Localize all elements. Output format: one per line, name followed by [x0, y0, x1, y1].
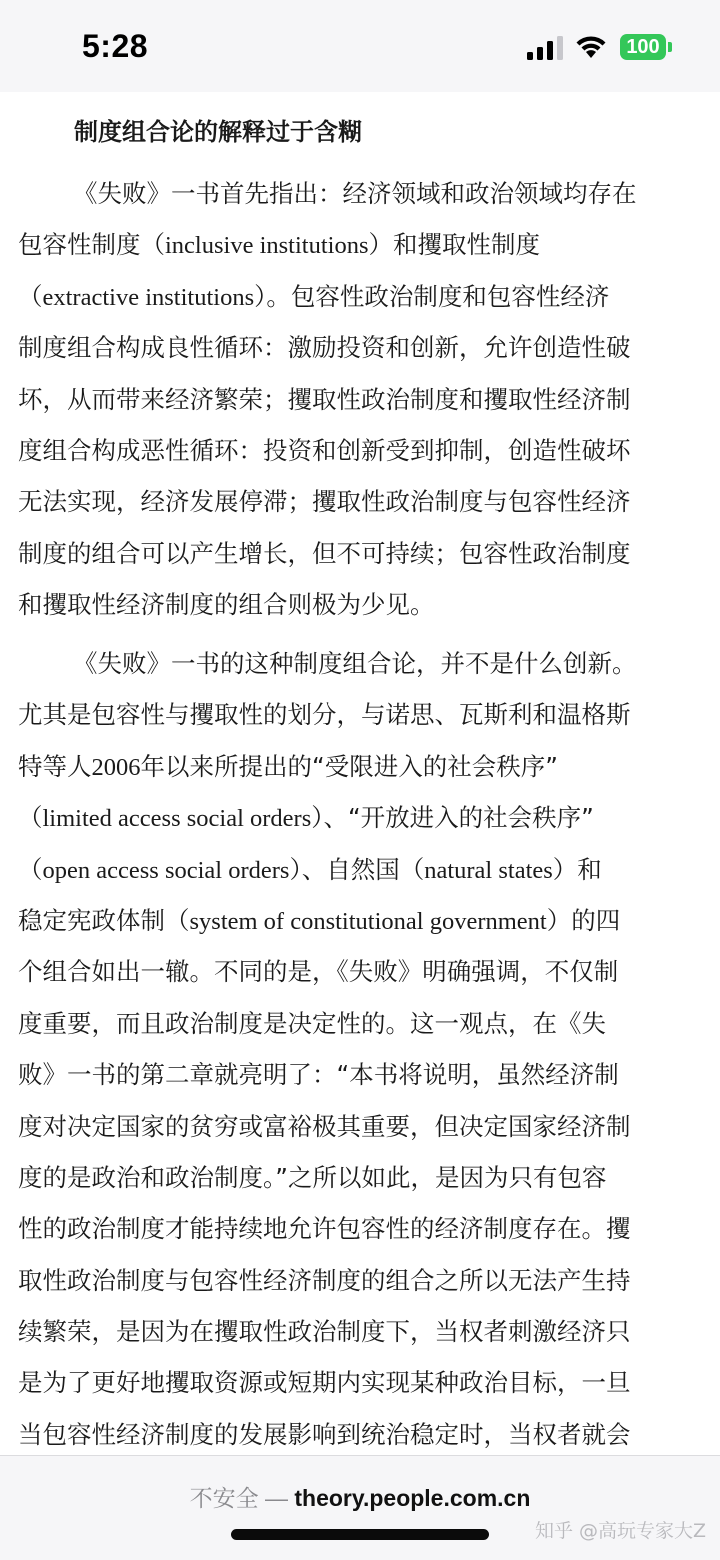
paragraph-line: 度的是政治和政治制度。”之所以如此，是因为只有包容 [18, 1162, 607, 1192]
not-secure-label: 不安全 [189, 1485, 259, 1511]
paragraph-line: 包容性制度（inclusive institutions）和攫取性制度 [18, 230, 540, 260]
paragraph-line: 尤其是包容性与攫取性的划分，与诺思、瓦斯利和温格斯 [18, 700, 631, 730]
status-time: 5:28 [82, 28, 149, 64]
paragraph-line: 是为了更好地攫取资源或短期内实现某种政治目标，一旦 [18, 1368, 631, 1398]
paragraph-line: 度对决定国家的贫穷或富裕极其重要，但决定国家经济制 [18, 1111, 631, 1141]
paragraph-line: 和攫取性经济制度的组合则极为少见。 [18, 590, 435, 620]
paragraph-line: 度重要，而且政治制度是决定性的。这一观点，在《失 [18, 1008, 606, 1038]
paragraph-line: 性的政治制度才能持续地允许包容性的经济制度存在。攫 [18, 1214, 631, 1244]
paragraph-line: 特等人2006年以来所提出的“受限进入的社会秩序” [18, 751, 558, 781]
paragraph-line: （extractive institutions）。包容性政治制度和包容性经济 [18, 281, 610, 311]
paragraph-1 [18, 168, 712, 631]
paragraph-line: 当包容性经济制度的发展影响到统治稳定时，当权者就会 [18, 1419, 631, 1449]
paragraph-line: 《失败》一书首先指出：经济领域和政治领域均存在 [73, 179, 637, 208]
battery-level: 100 [626, 36, 660, 58]
paragraph-line: 度组合构成恶性循环：投资和创新受到抑制，创造性破坏 [18, 435, 631, 465]
article-heading: 制度组合论的解释过于含糊 [74, 118, 362, 146]
browser-address-bar[interactable] [0, 1455, 720, 1560]
cellular-signal-icon [527, 36, 563, 60]
home-indicator[interactable] [231, 1529, 489, 1540]
paragraph-line: （limited access social orders）、“开放进入的社会秩序” [18, 803, 594, 833]
url-display[interactable] [0, 1480, 720, 1513]
wifi-icon [574, 33, 608, 59]
paragraph-line: 败》一书的第二章就亮明了：“本书将说明，虽然经济制 [18, 1060, 619, 1090]
paragraph-line: （open access social orders）、自然国（natural states）和 [18, 854, 602, 884]
paragraph-line: 坏，从而带来经济繁荣；攫取性政治制度和攫取性经济制 [18, 384, 631, 414]
battery-icon [620, 34, 672, 60]
paragraph-line: 个组合如出一辙。不同的是，《失败》明确强调，不仅制 [18, 957, 619, 987]
paragraph-2 [18, 638, 712, 1455]
article-content[interactable] [0, 92, 720, 1455]
paragraph-line: 《失败》一书的这种制度组合论，并不是什么创新。 [73, 649, 637, 678]
paragraph-line: 取性政治制度与包容性经济制度的组合之所以无法产生持 [18, 1265, 631, 1295]
battery-cap [668, 42, 672, 52]
address-separator: — [258, 1485, 295, 1511]
domain-label: theory.people.com.cn [294, 1485, 531, 1511]
paragraph-line: 制度组合构成良性循环：激励投资和创新，允许创造性破 [18, 333, 631, 363]
paragraph-line: 稳定宪政体制（system of constitutional government）的四 [18, 905, 621, 935]
status-bar [0, 0, 720, 92]
paragraph-line: 制度的组合可以产生增长，但不可持续；包容性政治制度 [18, 538, 631, 568]
zhihu-watermark: 知乎 @高玩专家大Z [534, 1520, 706, 1542]
paragraph-line: 续繁荣，是因为在攫取性政治制度下，当权者刺激经济只 [18, 1317, 631, 1347]
paragraph-line: 无法实现，经济发展停滞；攫取性政治制度与包容性经济 [18, 487, 631, 517]
